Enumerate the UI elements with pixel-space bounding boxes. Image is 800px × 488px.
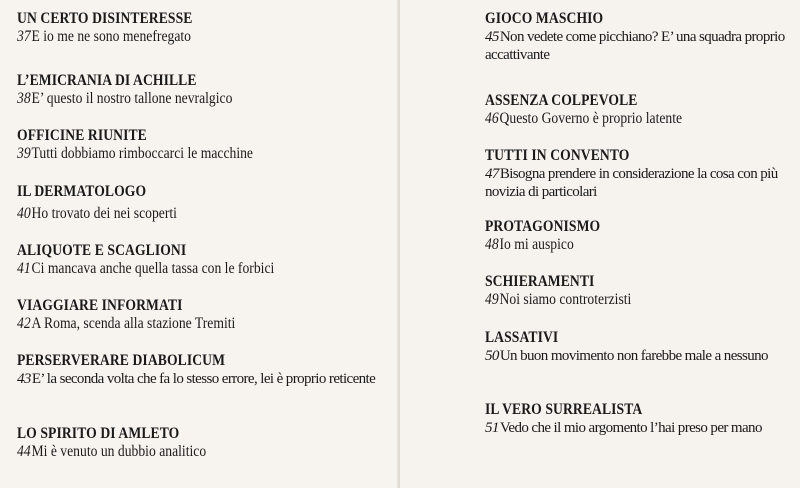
- entry-sentence: A Roma, scenda alla stazione Tremiti: [31, 315, 236, 332]
- entry-title: PROTAGONISMO: [485, 218, 601, 235]
- entry-number: 40: [17, 205, 31, 222]
- entry-49: [485, 273, 651, 309]
- entry-40: [17, 183, 199, 223]
- entry-42: [17, 297, 265, 333]
- entry-title: TUTTI IN CONVENTO: [485, 147, 630, 164]
- entry-number: 45: [485, 29, 499, 45]
- entry-39: [17, 127, 285, 163]
- entry-sentence: Questo Governo è proprio latente: [499, 110, 683, 127]
- entry-sentence: E’ questo il nostro tallone nevralgico: [31, 90, 233, 107]
- entry-number: 51: [485, 420, 499, 436]
- entry-title: ASSENZA COLPEVOLE: [485, 92, 638, 109]
- entry-46: [485, 92, 709, 128]
- entry-text: [17, 315, 266, 333]
- entry-title: VIAGGIARE INFORMATI: [17, 297, 183, 314]
- entry-37: [17, 10, 216, 46]
- entry-number: 46: [485, 110, 499, 127]
- entry-number: 47: [485, 166, 499, 182]
- entry-sentence: Mi è venuto un dubbio analitico: [31, 443, 207, 460]
- entry-text: [17, 90, 263, 108]
- entry-title: LO SPIRITO DI AMLETO: [17, 425, 180, 442]
- entry-51: [485, 401, 795, 437]
- entry-47: [485, 147, 795, 201]
- entry-text: [17, 205, 199, 223]
- entry-number: 41: [17, 260, 31, 277]
- entry-45: [485, 10, 795, 64]
- right-page: [400, 0, 800, 488]
- entry-number: 42: [17, 315, 31, 332]
- entry-text: [17, 443, 233, 461]
- entry-text: [17, 260, 310, 278]
- entry-text: [485, 110, 710, 128]
- entry-text: [485, 28, 795, 64]
- entry-text: [17, 28, 217, 46]
- entry-title: LASSATIVI: [485, 329, 559, 346]
- entry-number: 44: [17, 443, 31, 460]
- entry-title: ALIQUOTE E SCAGLIONI: [17, 242, 187, 259]
- entry-48: [485, 218, 616, 254]
- entry-title: IL DERMATOLOGO: [17, 183, 147, 200]
- entry-50: [485, 329, 795, 365]
- entry-text: [485, 291, 652, 309]
- entry-number: 37: [17, 28, 31, 45]
- entry-number: 48: [485, 236, 499, 253]
- entry-sentence: Vedo che il mio argomento l’hai preso per mano: [499, 420, 762, 436]
- entry-41: [17, 242, 309, 278]
- entry-text: [485, 347, 795, 365]
- entry-number: 39: [17, 145, 31, 162]
- entry-text: [17, 370, 377, 388]
- entry-title: GIOCO MASCHIO: [485, 10, 604, 27]
- entry-text: [17, 145, 286, 163]
- entry-text: [485, 419, 795, 437]
- entry-sentence: Non vedete come picchiano? E’ una squadra proprio accattivante: [485, 29, 785, 63]
- entry-title: L’EMICRANIA DI ACHILLE: [17, 72, 197, 89]
- entry-sentence: Un buon movimento non farebbe male a nessuno: [499, 348, 768, 364]
- entry-sentence: E’ la seconda volta che fa lo stesso errore, lei è proprio reticente: [31, 371, 376, 387]
- entry-number: 38: [17, 90, 31, 107]
- entry-title: SCHIERAMENTI: [485, 273, 595, 290]
- entry-sentence: E io me ne sono menefregato: [31, 28, 191, 45]
- entry-text: [485, 165, 795, 201]
- entry-number: 43: [17, 371, 31, 387]
- entry-44: [17, 425, 232, 461]
- entry-38: [17, 72, 262, 108]
- entry-sentence: Noi siamo controterzisti: [499, 291, 632, 308]
- entry-sentence: Tutti dobbiamo rimboccarci le macchine: [31, 145, 253, 162]
- entry-number: 50: [485, 348, 499, 364]
- entry-sentence: Ci mancava anche quella tassa con le forbici: [31, 260, 275, 277]
- entry-title: IL VERO SURREALISTA: [485, 401, 643, 418]
- entry-sentence: Io mi auspico: [499, 236, 574, 253]
- entry-text: [485, 236, 616, 254]
- entry-title: UN CERTO DISINTERESSE: [17, 10, 193, 27]
- entry-title: PERSERVERARE DIABOLICUM: [17, 352, 226, 369]
- entry-sentence: Bisogna prendere in considerazione la cosa con più novizia di particolari: [485, 166, 778, 200]
- entry-sentence: Ho trovato dei nei scoperti: [31, 205, 177, 222]
- entry-43: [17, 352, 377, 388]
- entry-title: OFFICINE RIUNITE: [17, 127, 147, 144]
- entry-number: 49: [485, 291, 499, 308]
